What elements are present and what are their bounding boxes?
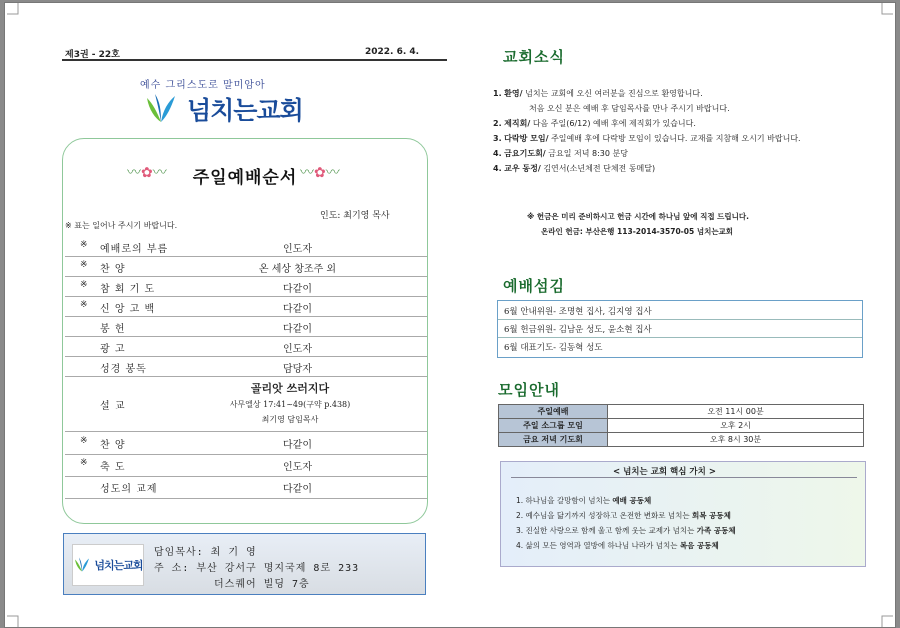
order-item-label: 광 고 (100, 344, 126, 355)
serving-divider (498, 337, 862, 338)
meeting-time: 오전 11시 00분 (608, 405, 864, 419)
pastor-line: 담임목사: 최 기 영 (154, 547, 257, 558)
standing-mark: ※ (80, 240, 88, 250)
news-item-text: 처음 오신 분은 예배 후 담임목사를 만나 주시기 바랍니다. (529, 104, 730, 113)
news-title: 교회소식 (503, 48, 565, 66)
standing-mark: ※ (80, 436, 88, 446)
core-value-item (516, 540, 719, 551)
news-item-number: 2. (493, 119, 502, 128)
meeting-label: 주일 소그룹 모임 (499, 419, 608, 433)
core-value-text: 2. 예수님을 닮기까지 성장하고 온전한 변화로 넘치는 (516, 511, 692, 520)
worship-order-title: 주일예배순서 (192, 168, 298, 188)
order-item-label: 축 도 (100, 462, 126, 473)
news-item (493, 88, 703, 99)
standing-mark: ※ (80, 458, 88, 468)
corner-mark-icon (881, 615, 893, 627)
order-row (65, 257, 427, 277)
meeting-row (499, 405, 864, 419)
order-item-label: 참 회 기 도 (100, 284, 156, 295)
volume-number: 제3권 - 22호 (65, 50, 120, 60)
news-item (493, 133, 801, 144)
order-row (65, 317, 427, 337)
order-item-leader: 담당자 (283, 364, 312, 375)
order-item-leader: 다같이 (283, 324, 312, 335)
sermon-preacher: 최기영 담임목사 (261, 415, 319, 424)
order-item-leader: 인도자 (283, 244, 312, 255)
order-item-label: 봉 헌 (100, 324, 126, 335)
core-value-name: 회복 공동체 (692, 511, 731, 520)
corner-mark-icon (7, 3, 19, 15)
order-row (65, 277, 427, 297)
meetings-table (498, 404, 864, 447)
order-row (65, 337, 427, 357)
vine-ornament-left-icon: 〰✿〰 (127, 165, 167, 181)
meeting-time: 오후 2시 (608, 419, 864, 433)
address-line-2: 더스퀘어 빌딩 7층 (214, 579, 310, 590)
footer-logo (72, 544, 144, 586)
standing-mark: ※ (80, 260, 88, 270)
meeting-time: 오후 8시 30분 (608, 433, 864, 447)
order-item-leader: 인도자 (283, 344, 312, 355)
meeting-row (499, 419, 864, 433)
order-row (65, 455, 427, 477)
order-item-label: 찬 양 (100, 440, 126, 451)
order-item-leader: 온 세상 창조주 외 (258, 264, 337, 275)
news-item (493, 148, 628, 159)
news-item-heading: 금요기도회/ (504, 149, 546, 158)
order-item-label: 성도의 교제 (100, 484, 158, 495)
order-row (65, 357, 427, 377)
news-item-text: 주일예배 후에 다락방 모임이 있습니다. 교재를 지참해 오시기 바랍니다. (551, 134, 801, 143)
church-name: 넘치는교회 (187, 96, 303, 125)
news-item-heading: 다락방 모임/ (504, 134, 549, 143)
bulletin-date: 2022. 6. 4. (365, 47, 420, 57)
news-item-number: 1. (493, 89, 502, 98)
core-values-divider (511, 477, 857, 478)
online-offering: 온라인 헌금: 부산은행 113-2014-3570-05 넘치는교회 (541, 227, 734, 236)
order-item-leader: 다같이 (283, 304, 312, 315)
standing-mark: ※ (80, 300, 88, 310)
header-divider (62, 59, 447, 61)
order-item-label: 신 앙 고 백 (100, 304, 156, 315)
meetings-title: 모임안내 (498, 381, 560, 399)
core-value-text: 4. 삶의 모든 영역과 열방에 하나님 나라가 넘치는 (516, 541, 680, 550)
church-logo-icon (143, 92, 179, 126)
church-logo (143, 91, 303, 127)
order-item-leader: 다같이 (283, 484, 312, 495)
core-value-text: 1. 하나님을 갈망함이 넘치는 (516, 496, 613, 505)
news-item-text: 다음 주일(6/12) 예배 후에 제직회가 있습니다. (532, 119, 696, 128)
core-value-item (516, 495, 651, 506)
news-item-text: 금요일 저녁 8:30 분당 (548, 149, 628, 158)
sermon-scripture: 사무엘상 17:41~49(구약 p.438) (229, 400, 351, 409)
news-item (493, 163, 655, 174)
serving-divider (498, 319, 862, 320)
news-item (529, 103, 730, 114)
vine-ornament-right-icon: 〰✿〰 (300, 165, 340, 181)
news-item-heading: 환영/ (504, 89, 523, 98)
meeting-label: 금요 저녁 기도회 (499, 433, 608, 447)
church-info-footer (63, 533, 426, 595)
core-value-text: 3. 진실한 사랑으로 함께 울고 함께 웃는 교제가 넘치는 (516, 526, 697, 535)
order-row (65, 433, 427, 455)
standing-note: ※ 표는 일어나 주시기 바랍니다. (65, 221, 178, 230)
bulletin-page (4, 2, 896, 628)
order-item-label: 설 교 (100, 401, 126, 412)
officiant: 인도: 최기영 목사 (320, 211, 390, 221)
core-values-box (500, 461, 866, 567)
address-line-1: 주 소: 부산 강서구 명지국제 8로 233 (154, 563, 360, 574)
core-values-title: < 넘치는 교회 핵심 가치 > (613, 467, 716, 477)
sermon-title: 골리앗 쓰러지다 (250, 382, 330, 395)
order-row (65, 297, 427, 317)
order-row (65, 477, 427, 499)
serving-row: 6월 안내위원- 조명현 집사, 김지영 집사 (504, 307, 652, 317)
meeting-row (499, 433, 864, 447)
news-item (493, 118, 696, 129)
serving-box (497, 300, 863, 358)
news-item-text: 김연서(소년체전 단체전 동메달) (543, 164, 656, 173)
news-item-number: 4. (493, 149, 502, 158)
meeting-label: 주일예배 (499, 405, 608, 419)
order-row (65, 237, 427, 257)
serving-row: 6월 헌금위원- 김남운 성도, 윤소현 집사 (504, 325, 652, 335)
corner-mark-icon (7, 615, 19, 627)
news-item-text: 넘치는 교회에 오신 여러분을 진심으로 환영합니다. (525, 89, 703, 98)
footer-logo-name: 넘치는교회 (94, 559, 143, 572)
corner-mark-icon (881, 3, 893, 15)
offering-note: ※ 헌금은 미리 준비하시고 헌금 시간에 하나님 앞에 직접 드립니다. (527, 212, 750, 221)
standing-mark: ※ (80, 280, 88, 290)
news-item-number: 3. (493, 134, 502, 143)
serving-title: 예배섬김 (503, 277, 565, 295)
order-item-leader: 다같이 (283, 284, 312, 295)
order-item-label: 성경 봉독 (100, 364, 147, 375)
news-item-heading: 제직회/ (504, 119, 531, 128)
core-value-name: 가족 공동체 (696, 526, 736, 535)
church-logo-icon (73, 556, 91, 574)
core-value-item (516, 525, 736, 536)
news-item-heading: 교우 동정/ (504, 164, 541, 173)
core-value-name: 예배 공동체 (612, 496, 652, 505)
serving-row: 6월 대표기도- 김동혁 성도 (504, 343, 603, 353)
order-item-leader: 다같이 (283, 440, 312, 451)
core-value-name: 복음 공동체 (679, 541, 719, 550)
order-item-label: 찬 양 (100, 264, 126, 275)
order-item-label: 예배로의 부름 (100, 244, 169, 255)
news-item-number: 4. (493, 164, 502, 173)
order-item-leader: 인도자 (283, 462, 312, 473)
church-slogan: 예수 그리스도로 말미암아 (140, 80, 266, 91)
core-value-item (516, 510, 731, 521)
